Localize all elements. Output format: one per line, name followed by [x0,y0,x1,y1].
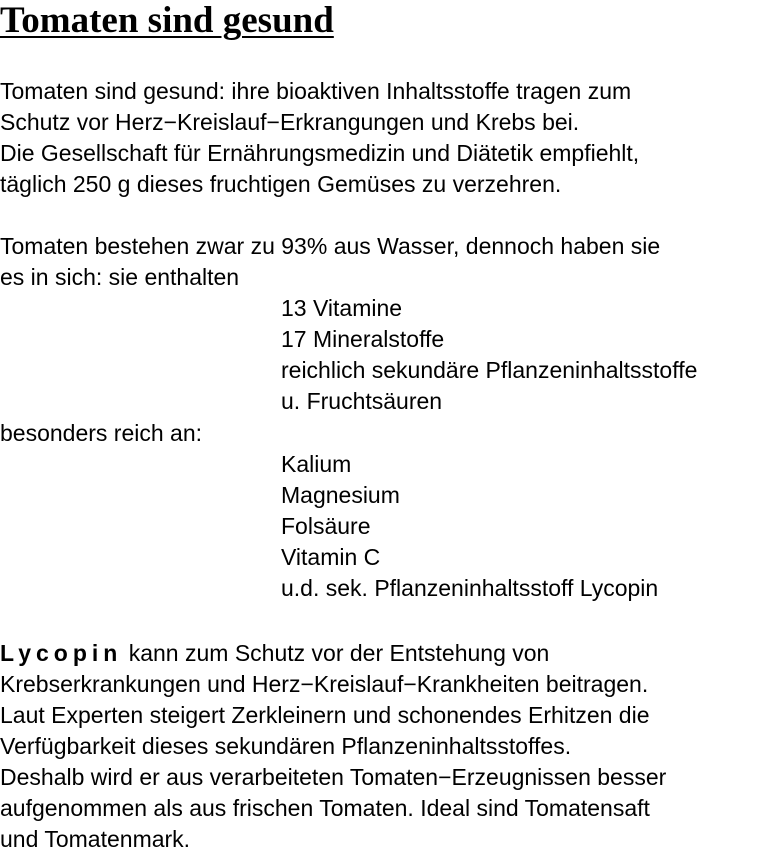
rich-in-list-item: Magnesium [281,482,400,508]
paragraph-3-line: Deshalb wird er aus verarbeiteten Tomaten−Erzeugnissen besser [0,764,667,790]
paragraph-3-first-line-text: kann zum Schutz vor der Entstehung von [122,640,550,666]
rich-in-list-item: Folsäure [281,513,371,539]
paragraph-1-line: Schutz vor Herz−Kreislauf−Erkrangungen und Krebs bei. [0,109,580,135]
rich-in-list-item: Kalium [281,451,352,477]
document-title: Tomaten sind gesund [0,0,334,41]
paragraph-1-line: Tomaten sind gesund: ihre bioaktiven Inhaltsstoffe tragen zum [0,78,632,104]
paragraph-1-line: täglich 250 g dieses fruchtigen Gemüses zu verzehren. [0,171,562,197]
rich-in-list-item: Vitamin C [281,544,381,570]
contents-list-item: u. Fruchtsäuren [281,388,443,414]
paragraph-3-line: Krebserkrankungen und Herz−Kreislauf−Krankheiten beitragen. [0,671,649,697]
contents-list-item: reichlich sekundäre Pflanzeninhaltsstoffe [281,357,698,383]
paragraph-1-line: Die Gesellschaft für Ernährungsmedizin und Diätetik empfiehlt, [0,140,640,166]
paragraph-3-line: und Tomatenmark. [0,826,191,852]
paragraph-2-line: es in sich: sie enthalten [0,264,240,290]
paragraph-3-line: aufgenommen als aus frischen Tomaten. Ideal sind Tomatensaft [0,795,650,821]
rich-in-label: besonders reich an: [0,420,203,446]
lycopin-emphasis: Lycopin [0,640,123,666]
paragraph-3-line: Verfügbarkeit dieses sekundären Pflanzeninhaltsstoffes. [0,733,572,759]
paragraph-2-line: Tomaten bestehen zwar zu 93% aus Wasser, dennoch haben sie [0,233,661,259]
contents-list-item: 13 Vitamine [281,295,403,321]
contents-list-item: 17 Mineralstoffe [281,326,445,352]
rich-in-list-item: u.d. sek. Pflanzeninhaltsstoff Lycopin [281,575,659,601]
paragraph-3-first-line [0,638,549,669]
paragraph-3-line: Laut Experten steigert Zerkleinern und schonendes Erhitzen die [0,702,650,728]
